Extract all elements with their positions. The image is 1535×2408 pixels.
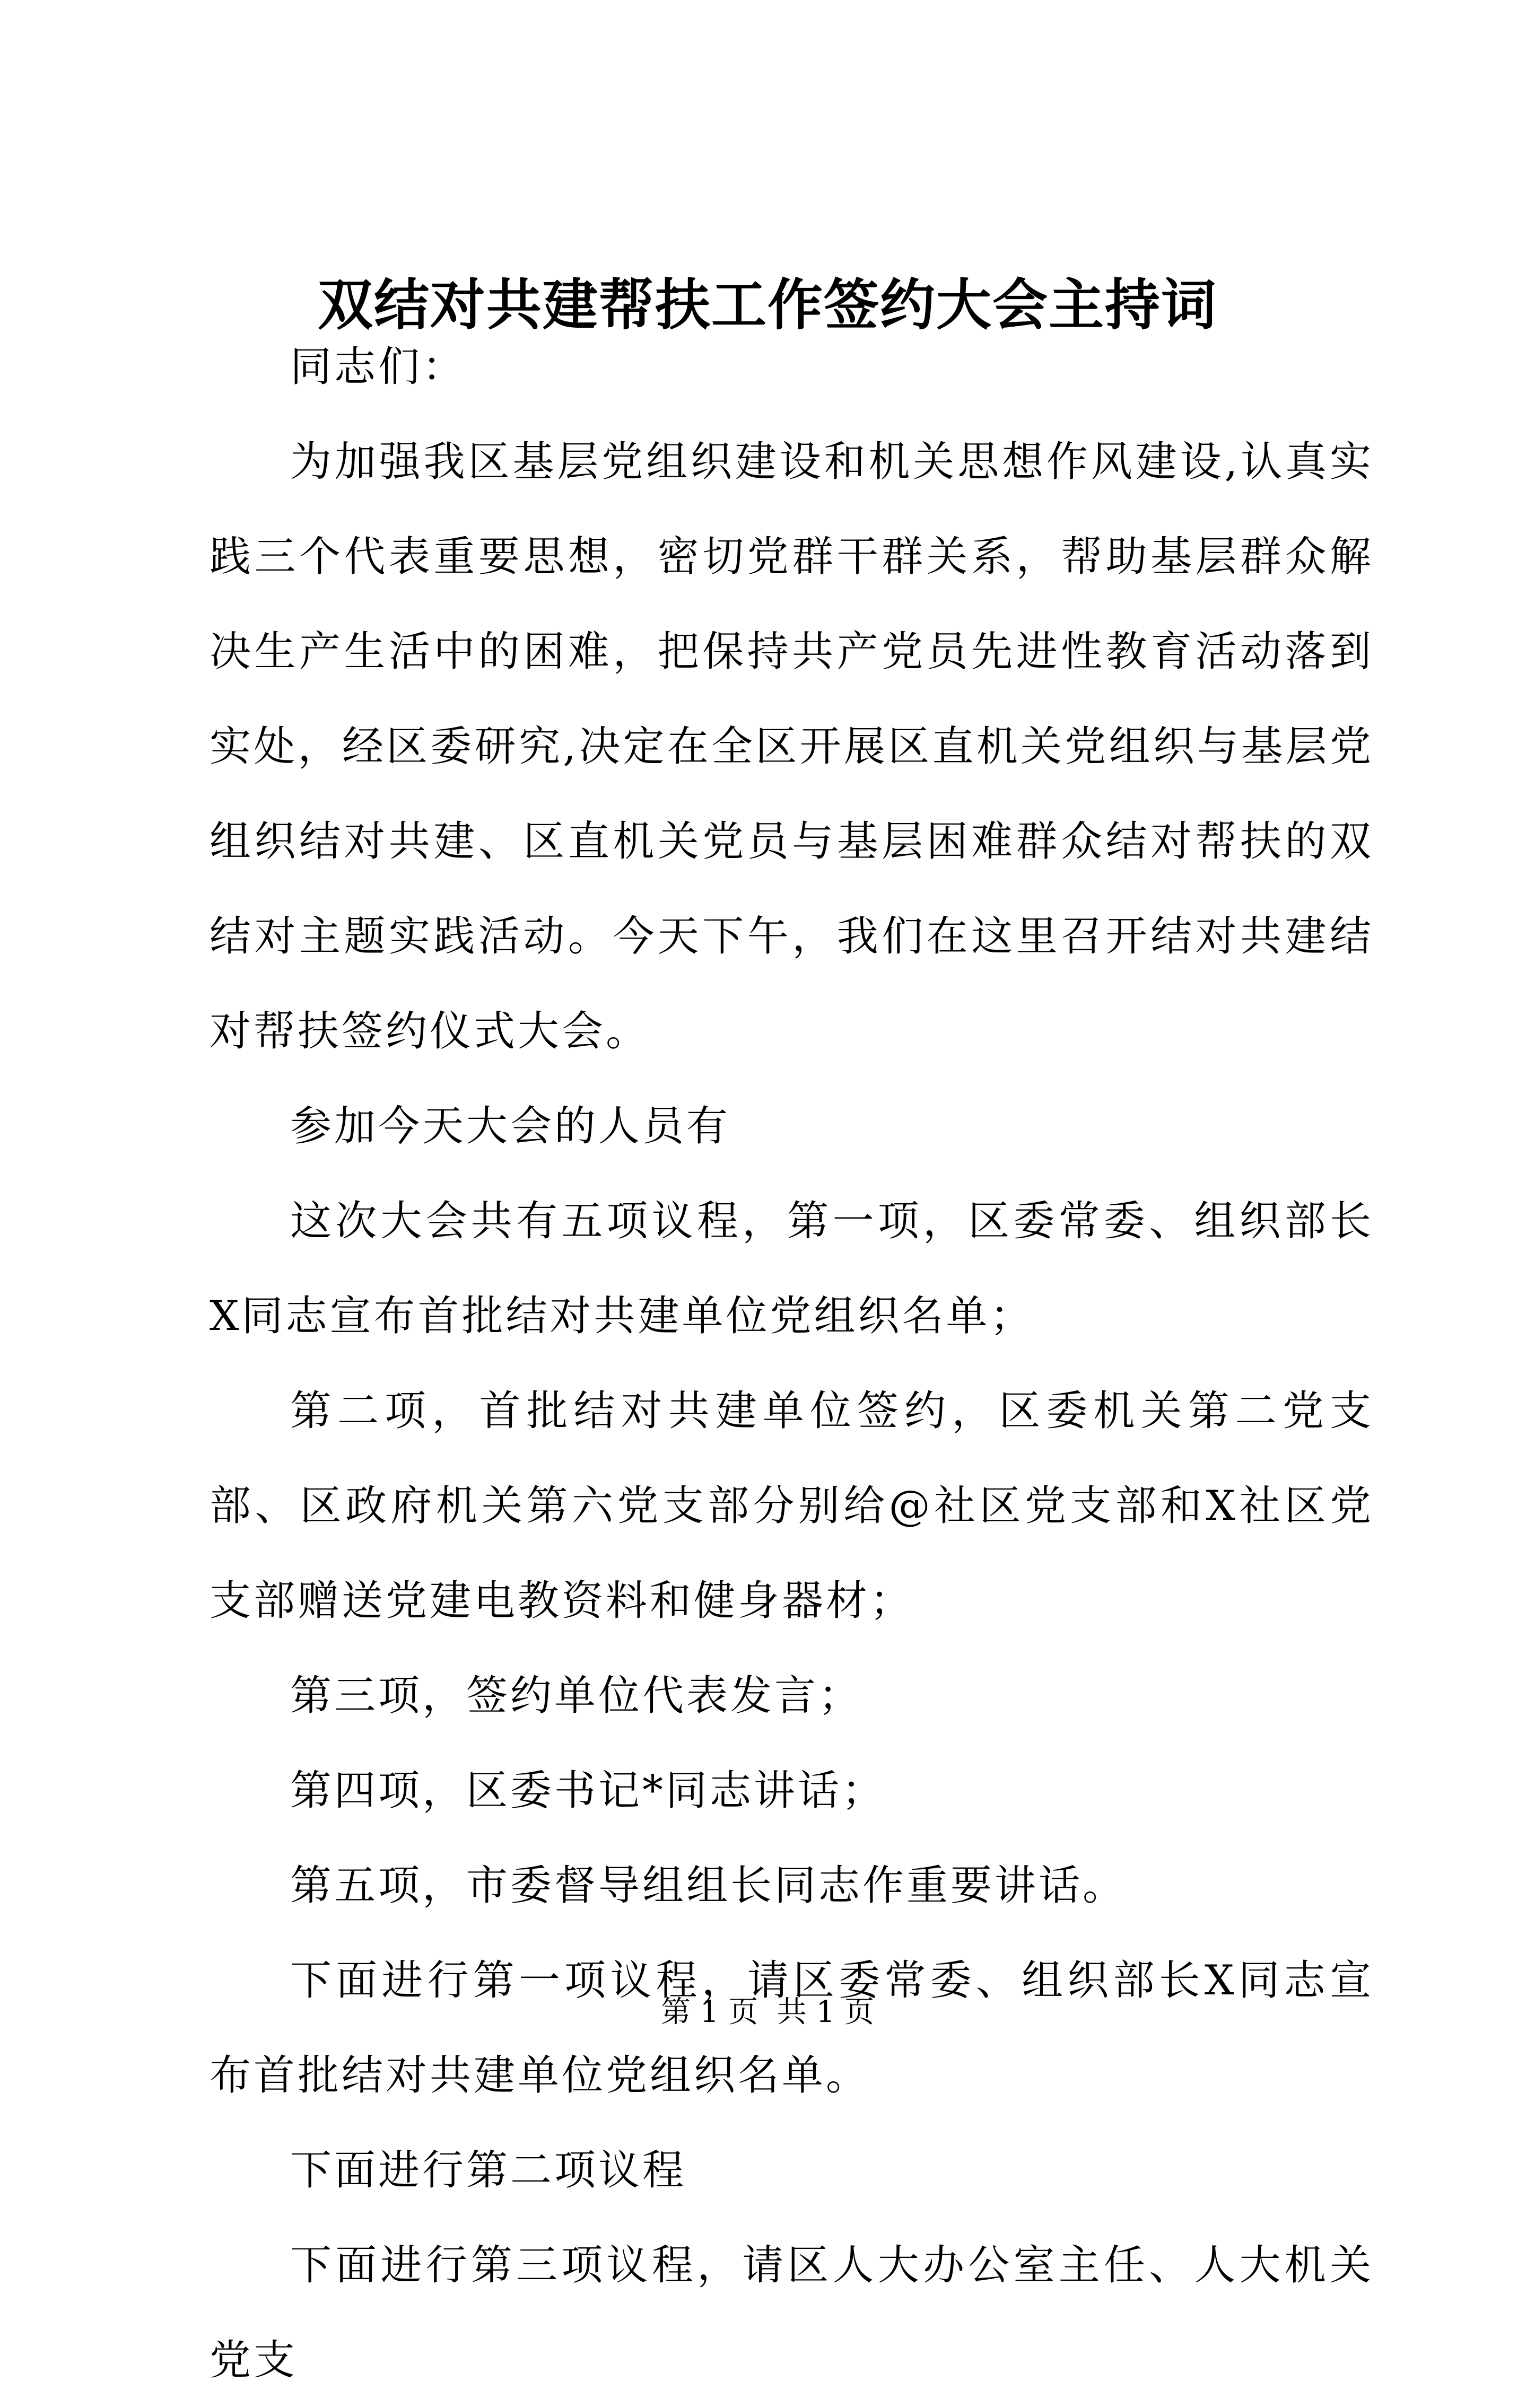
paragraph-proceed-item-3: 下面进行第三项议程，请区人大办公室主任、人大机关党支 <box>210 2241 1374 2384</box>
document-title: 双结对共建帮扶工作签约大会主持词 <box>317 272 1217 337</box>
paragraph-agenda-item-5: 第五项，市委督导组组长同志作重要讲话。 <box>290 1862 1127 1910</box>
paragraph-agenda-item-3: 第三项，签约单位代表发言； <box>290 1672 863 1720</box>
document-body <box>210 320 1374 2408</box>
paragraph-agenda-item-1: 这次大会共有五项议程，第一项，区委常委、组织部长X同志宣布首批结对共建单位党组织名单； <box>210 1197 1374 1340</box>
paragraph-agenda-item-2: 第二项，首批结对共建单位签约，区委机关第二党支部、区政府机关第六党支部分别给@社区党支部和X社区党支部赠送党建电教资料和健身器材； <box>210 1387 1374 1625</box>
page-number-footer: 第 1 页 共 1 页 <box>660 1995 875 2029</box>
paragraph-attendees: 参加今天大会的人员有 <box>290 1102 731 1150</box>
paragraph-proceed-item-2: 下面进行第二项议程 <box>290 2147 687 2194</box>
paragraph-greeting: 同志们： <box>290 343 467 391</box>
paragraph-agenda-item-4: 第四项，区委书记*同志讲话； <box>290 1767 886 1815</box>
paragraph-introduction: 为加强我区基层党组织建设和机关思想作风建设,认真实践三个代表重要思想，密切党群干群关系，帮助基层群众解决生产生活中的困难，把保持共产党员先进性教育活动落到实处，经区委研究,决定在全区开展区直机关党组织与基层党组织结对共建、区直机关党员与基层困难群众结对帮扶的双结对主题实践活动。今天下午，我们在这里召开结对共建结对帮扶签约仪式大会。 <box>210 438 1374 1055</box>
paragraph-proceed-item-1: 下面进行第一项议程，请区委常委、组织部长X同志宣布首批结对共建单位党组织名单。 <box>210 1957 1374 2099</box>
